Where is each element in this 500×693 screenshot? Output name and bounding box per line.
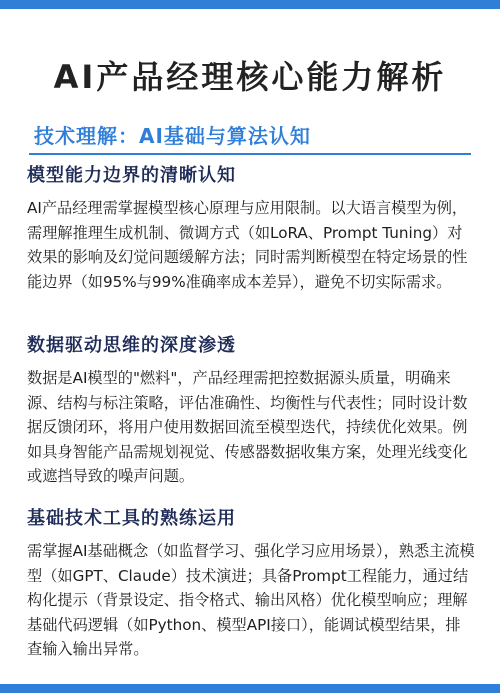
- section-tech-tools: [27, 505, 475, 662]
- bottom-accent-bar: [0, 684, 500, 693]
- section-body: 数据是AI模型的"燃料"，产品经理需把控数据源头质量，明确来源、结构与标注策略，评估准确性、均衡性与代表性；同时设计数据反馈闭环，将用户使用数据回流至模型迭代，持续优化效果。例如具身智能产品需规划视觉、传感器数据收集方案，处理光线变化或遮挡导致的噪声问题。: [27, 369, 468, 485]
- section-data-driven: [27, 332, 475, 489]
- section-body: 需掌握AI基础概念（如监督学习、强化学习应用场景），熟悉主流模型（如GPT、Claude）技术演进；具备Prompt工程能力，通过结构化提示（背景设定、指令格式、输出风格）优化模型响应；理解基础代码逻辑（如Python、模型API接口），能调试模型结果，排查输入输出异常。: [27, 542, 475, 658]
- subtitle-divider: [29, 153, 471, 155]
- section-heading: 模型能力边界的清晰认知: [27, 165, 236, 186]
- section-body: AI产品经理需掌握模型核心原理与应用限制。以大语言模型为例，需理解推理生成机制、微调方式（如LoRA、Prompt Tuning）对效果的影响及幻觉问题缓解方法；同时需判断模型在特定场景的性能边界（如95%与99%准确率成本差异），避免不切实际需求。: [27, 199, 468, 291]
- top-accent-bar: [0, 0, 500, 9]
- section-model-capability: [27, 162, 475, 294]
- page-subtitle: 技术理解：AI基础与算法认知: [34, 124, 311, 148]
- section-heading: 基础技术工具的熟练运用: [27, 508, 236, 529]
- page-title: AI产品经理核心能力解析: [53, 58, 447, 96]
- section-heading: 数据驱动思维的深度渗透: [27, 335, 236, 356]
